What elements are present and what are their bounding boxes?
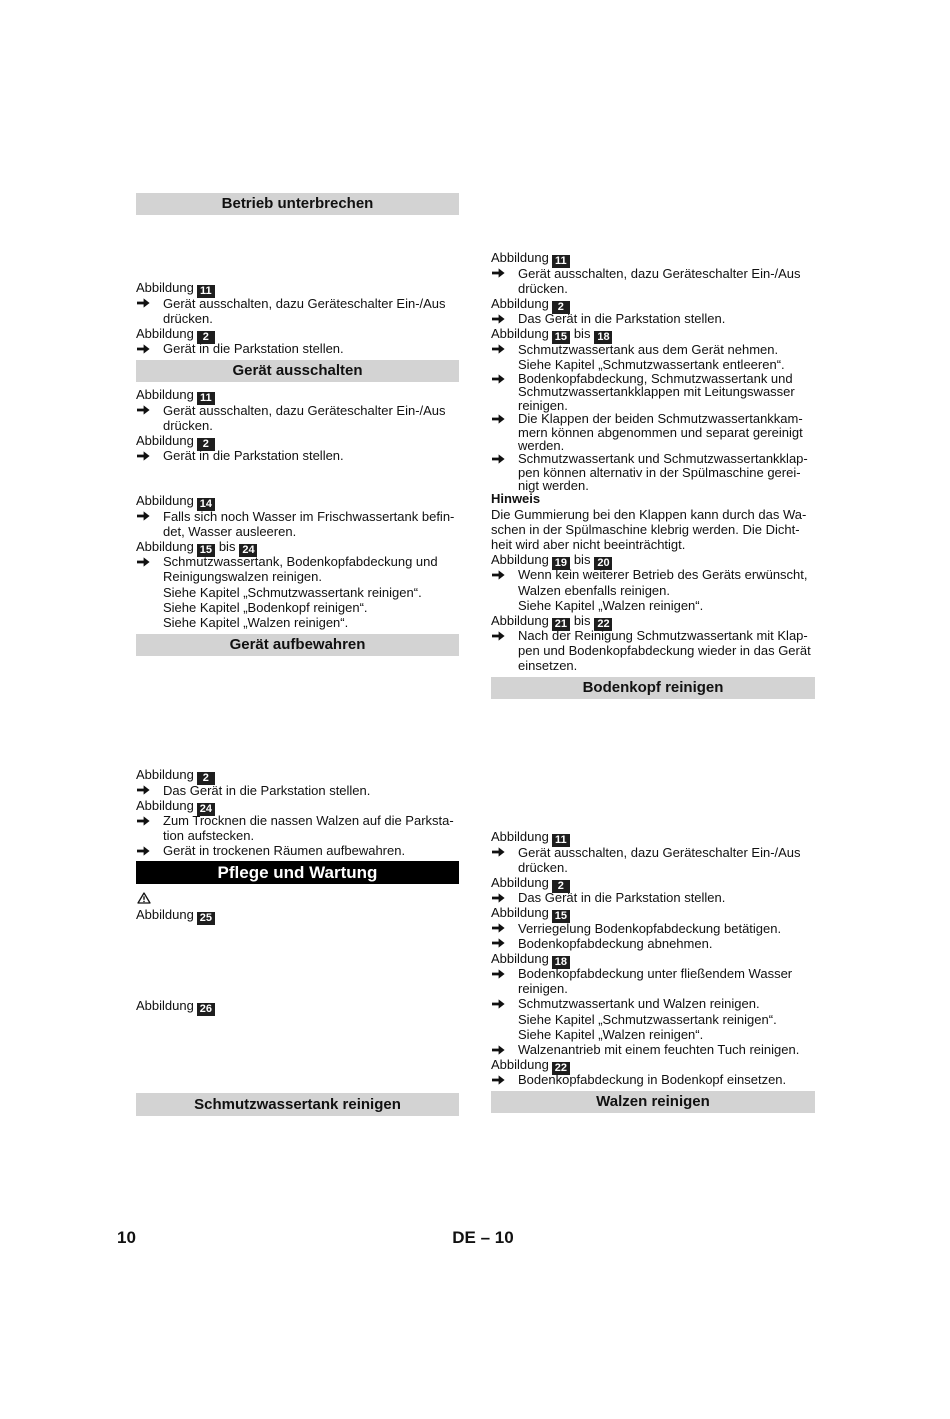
instruction-step [491,452,815,492]
instruction-step [491,996,815,1042]
instruction-line: Das Gerät in die Parkstation stellen. [518,890,726,906]
instruction-line: Schmutzwassertank und Walzen reinigen. [518,996,760,1012]
instruction-text [518,1072,815,1087]
note-line: Die Gummierung bei den Klappen kann durch das Wa- [491,506,807,522]
figure-number-badge: 11 [197,392,215,405]
figure-reference [136,280,459,298]
instruction-step [136,341,459,356]
arrow-right-icon [491,966,518,981]
figure-number-badge: 18 [552,956,570,969]
instruction-line: Verriegelung Bodenkopfabdeckung betätigen. [518,920,782,936]
figure-reference [491,875,815,890]
instruction-line: Schmutzwassertank, Bodenkopfabdeckung und [163,554,438,570]
section-heading-geraet-ausschalten: Gerät ausschalten [136,360,459,382]
instruction-line: nigt werden. [518,478,589,494]
instruction-text [518,567,815,613]
figure-reference [491,829,815,847]
arrow-right-icon [491,266,518,281]
figure-label: Abbildung [491,250,549,266]
figure-number-badge: 2 [197,772,215,785]
instruction-step [136,783,459,798]
note-text [491,507,815,553]
figure-reference [136,326,459,341]
figure-label: Abbildung [136,998,194,1014]
figure-number-badge: 22 [552,1062,570,1075]
instruction-line: Das Gerät in die Parkstation stellen. [163,782,371,798]
arrow-right-icon [136,509,163,524]
figure-number-badge: 2 [197,331,215,344]
page-number: 10 [117,1228,136,1247]
section-content-pflege-und-wartung-continued [136,998,459,1016]
instruction-line: Siehe Kapitel „Walzen reinigen“. [518,1026,704,1042]
figure-label: Abbildung [136,325,194,341]
instruction-line: Die Klappen der beiden Schmutzwassertankkam- [518,411,803,427]
instruction-step [491,311,815,326]
warning-icon [136,891,459,906]
section-content-geraet-ausschalten-continued [136,493,459,630]
figure-reference [136,387,459,405]
instruction-step [491,966,815,996]
figure-number-badge: 24 [197,803,215,816]
instruction-line: drücken. [518,280,568,296]
instruction-text [163,341,459,356]
note-line: heit wird aber nicht beeinträchtigt. [491,536,686,552]
section-heading-betrieb-unterbrechen: Betrieb unterbrechen [136,193,459,215]
instruction-line: drücken. [163,310,213,326]
page-label: DE – 10 [452,1228,514,1247]
instruction-step [136,843,459,858]
figure-reference [491,1057,815,1075]
instruction-step [136,448,459,463]
arrow-right-icon [136,296,163,311]
figure-number-badge: 22 [594,618,612,631]
figure-reference [136,493,459,511]
figure-reference [136,998,459,1016]
figure-number-badge: 18 [594,331,612,344]
figure-number-badge: 15 [552,910,570,923]
figure-reference [136,539,459,554]
arrow-right-icon [136,341,163,356]
arrow-right-icon [491,412,518,425]
figure-number-badge: 11 [552,834,570,847]
arrow-right-icon [136,783,163,798]
figure-number-badge: 2 [197,438,215,451]
instruction-line: Walzen ebenfalls reinigen. [518,582,670,598]
instruction-line: drücken. [163,417,213,433]
figure-number-badge: 15 [197,544,215,557]
figure-label: Abbildung [136,280,194,296]
figure-label: Abbildung [491,874,549,890]
instruction-line: werden. [518,437,565,453]
figure-reference [491,326,815,344]
chapter-heading-pflege-und-wartung: Pflege und Wartung [136,861,459,884]
instruction-line: Bodenkopfabdeckung, Schmutzwassertank und [518,371,793,386]
range-label: bis [573,552,591,568]
arrow-right-icon [136,813,163,828]
instruction-line: Schmutzwassertank und Schmutzwassertankklap- [518,451,808,467]
figure-label: Abbildung [136,906,194,922]
instruction-line: drücken. [518,859,568,875]
instruction-step [491,412,815,452]
arrow-right-icon [491,1042,518,1057]
instruction-text [518,996,815,1042]
instruction-line: reinigen. [518,981,568,997]
instruction-step [491,1042,815,1057]
instruction-line: Wenn kein weiterer Betrieb des Geräts erwünscht, [518,567,808,583]
figure-label: Abbildung [491,950,549,966]
range-label: bis [573,612,591,628]
note-title: Hinweis [491,491,541,507]
instruction-step [491,342,815,372]
section-heading-geraet-aufbewahren: Gerät aufbewahren [136,634,459,656]
figure-number-badge: 11 [552,255,570,268]
instruction-step [491,845,815,875]
section-content-bodenkopf-reinigen [491,829,815,1087]
arrow-right-icon [491,936,518,951]
figure-reference [491,552,815,570]
instruction-step [136,554,459,630]
figure-label: Abbildung [136,493,194,509]
instruction-line: Das Gerät in die Parkstation stellen. [518,311,726,327]
instruction-line: Bodenkopfabdeckung unter fließendem Wasser [518,966,793,982]
section-content-schmutzwassertank-reinigen [491,250,815,372]
instruction-text [518,628,815,674]
range-label: bis [573,326,591,342]
instruction-line: Gerät in die Parkstation stellen. [163,448,344,464]
instruction-step [491,567,815,613]
instruction-line: tion aufstecken. [163,828,255,844]
figure-label: Abbildung [491,1057,549,1073]
section-content-geraet-aufbewahren [136,767,459,858]
instruction-line: Schmutzwassertankklappen mit Leitungswasser [518,384,795,400]
note-line: schen in der Spülmaschine klebrig werden. Die Dicht- [491,521,800,537]
figure-reference [491,951,815,966]
instruction-text [518,1042,815,1057]
figure-number-badge: 14 [197,498,215,511]
instruction-text [163,843,459,858]
figure-number-badge: 20 [594,557,612,570]
instruction-line: Siehe Kapitel „Schmutzwassertank reinigen“. [518,1011,777,1027]
instruction-line: Gerät ausschalten, dazu Geräteschalter Ein-/Aus [163,402,446,418]
figure-number-badge: 2 [552,301,570,314]
instruction-text [163,296,459,326]
instruction-line: Zum Trocknen die nassen Walzen auf die Parksta- [163,812,454,828]
instruction-line: Schmutzwassertank aus dem Gerät nehmen. [518,341,779,357]
figure-reference [136,767,459,785]
section-content-geraet-ausschalten [136,387,459,463]
figure-label: Abbildung [491,552,549,568]
instruction-line: Gerät in die Parkstation stellen. [163,341,344,357]
figure-number-badge: 15 [552,331,570,344]
section-heading-walzen-reinigen: Walzen reinigen [491,1091,815,1113]
instruction-step [491,890,815,905]
instruction-line: Gerät ausschalten, dazu Geräteschalter Ein-/Aus [163,295,446,311]
instruction-step [491,372,815,412]
arrow-right-icon [491,921,518,936]
figure-label: Abbildung [491,295,549,311]
figure-label: Abbildung [136,387,194,403]
instruction-step [491,1072,815,1087]
arrow-right-icon [491,1072,518,1087]
arrow-right-icon [491,567,518,582]
instruction-text [163,403,459,433]
instruction-line: Siehe Kapitel „Schmutzwassertank entleeren“. [518,356,785,372]
instruction-line: Reinigungswalzen reinigen. [163,569,322,585]
arrow-right-icon [491,311,518,326]
instruction-text [518,966,815,996]
instruction-line: pen und Bodenkopfabdeckung wieder in das Gerät [518,643,811,659]
figure-reference [491,905,815,923]
instruction-text [163,554,459,630]
figure-label: Abbildung [136,767,194,783]
figure-reference [491,250,815,268]
instruction-text [518,372,815,412]
figure-reference [136,433,459,448]
arrow-right-icon [491,342,518,357]
arrow-right-icon [491,890,518,905]
instruction-text [518,936,815,951]
figure-number-badge: 11 [197,285,215,298]
instruction-line: Bodenkopfabdeckung abnehmen. [518,935,713,951]
instruction-text [518,845,815,875]
instruction-text [163,813,459,843]
figure-reference [491,296,815,311]
instruction-line: Siehe Kapitel „Walzen reinigen“. [518,597,704,613]
figure-number-badge: 25 [197,912,215,925]
instruction-text [163,783,459,798]
instruction-step [136,509,459,539]
figure-reference [136,798,459,813]
instruction-line: Gerät in trockenen Räumen aufbewahren. [163,843,406,859]
instruction-line: Gerät ausschalten, dazu Geräteschalter Ein-/Aus [518,844,801,860]
instruction-line: det, Wasser ausleeren. [163,523,297,539]
instruction-text [518,266,815,296]
instruction-step [136,813,459,843]
section-heading-bodenkopf-reinigen: Bodenkopf reinigen [491,677,815,699]
instruction-text [518,311,815,326]
instruction-line: Siehe Kapitel „Schmutzwassertank reinigen“. [163,584,422,600]
arrow-right-icon [136,403,163,418]
instruction-step [491,936,815,951]
instruction-line: Falls sich noch Wasser im Frischwassertank befin- [163,508,455,524]
instruction-line: pen können alternativ in der Spülmaschine gerei- [518,464,801,480]
figure-number-badge: 24 [239,544,257,557]
arrow-right-icon [491,845,518,860]
instruction-line: Siehe Kapitel „Walzen reinigen“. [163,614,349,630]
arrow-right-icon [136,448,163,463]
section-content-pflege-und-wartung [136,891,459,924]
figure-label: Abbildung [491,326,549,342]
instruction-text [518,921,815,936]
arrow-right-icon [491,452,518,465]
figure-label: Abbildung [491,905,549,921]
instruction-text [163,509,459,539]
section-content-schmutzwassertank-reinigen-note [491,491,815,673]
arrow-right-icon [136,554,163,569]
instruction-step [491,921,815,936]
arrow-right-icon [491,628,518,643]
figure-number-badge: 21 [552,618,570,631]
figure-reference [136,907,459,922]
instruction-line: einsetzen. [518,658,578,674]
instruction-text [518,452,815,492]
instruction-text [163,448,459,463]
figure-number-badge: 26 [197,1003,215,1016]
instruction-line: reinigen. [518,397,568,413]
figure-reference [491,613,815,628]
figure-label: Abbildung [136,432,194,448]
instruction-text [518,890,815,905]
instruction-step [491,266,815,296]
instruction-text [518,412,815,452]
instruction-line: mern können abgenommen und separat gereinigt [518,424,803,440]
figure-label: Abbildung [491,612,549,628]
section-content-schmutzwassertank-reinigen-steps [491,372,815,493]
arrow-right-icon [491,372,518,385]
section-content-betrieb-unterbrechen [136,280,459,356]
arrow-right-icon [491,996,518,1011]
instruction-step [136,296,459,326]
arrow-right-icon [136,843,163,858]
figure-number-badge: 19 [552,557,570,570]
instruction-step [136,403,459,433]
section-heading-schmutzwassertank-reinigen: Schmutzwassertank reinigen [136,1093,459,1116]
figure-number-badge: 2 [552,880,570,893]
instruction-line: Bodenkopfabdeckung in Bodenkopf einsetzen. [518,1072,787,1088]
instruction-line: Nach der Reinigung Schmutzwassertank mit Klap- [518,628,808,644]
instruction-line: Siehe Kapitel „Bodenkopf reinigen“. [163,599,368,615]
instruction-line: Walzenantrieb mit einem feuchten Tuch reinigen. [518,1042,800,1058]
instruction-step [491,628,815,674]
instruction-text [518,342,815,372]
figure-label: Abbildung [136,538,194,554]
range-label: bis [218,538,236,554]
figure-label: Abbildung [136,797,194,813]
figure-label: Abbildung [491,829,549,845]
instruction-line: Gerät ausschalten, dazu Geräteschalter Ein-/Aus [518,265,801,281]
